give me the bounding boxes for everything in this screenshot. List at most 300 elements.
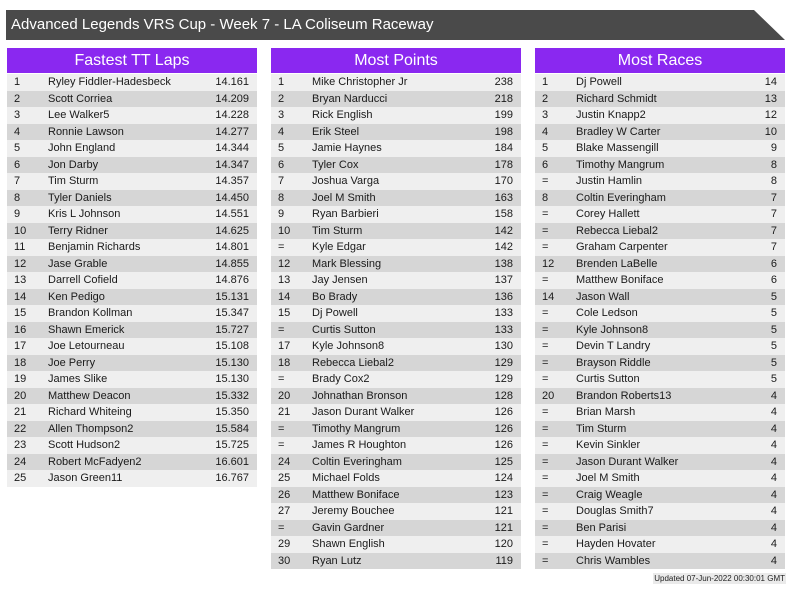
table-row <box>271 190 521 207</box>
position-cell: 12 <box>278 257 291 270</box>
driver-name-cell: Tim Sturm <box>576 422 627 435</box>
driver-name-cell: Lee Walker5 <box>48 109 110 121</box>
panel-fastest-tt-laps <box>7 48 257 487</box>
position-cell: 5 <box>14 142 21 154</box>
driver-name-cell: Mark Blessing <box>312 257 382 270</box>
position-cell: 8 <box>14 191 21 204</box>
position-cell: 2 <box>278 92 285 105</box>
table-row <box>535 470 785 487</box>
position-cell: 14 <box>542 290 555 303</box>
driver-name-cell: Ryan Barbieri <box>312 208 379 220</box>
value-cell: 158 <box>494 208 513 220</box>
driver-name-cell: Jason Durant Walker <box>312 406 415 418</box>
position-cell: = <box>542 323 549 336</box>
value-cell: 8 <box>770 175 777 187</box>
table-row <box>535 206 785 223</box>
table-row <box>535 371 785 388</box>
position-cell: 19 <box>14 373 27 385</box>
panel-most-points <box>271 48 521 569</box>
table-row <box>271 520 521 537</box>
position-cell: 20 <box>278 389 291 402</box>
position-cell: = <box>542 406 549 418</box>
table-row <box>535 355 785 372</box>
position-cell: = <box>542 422 549 435</box>
table-row <box>271 256 521 273</box>
table-row <box>7 404 257 421</box>
value-cell: 120 <box>494 538 513 550</box>
position-cell: = <box>542 241 549 253</box>
table-row <box>271 272 521 289</box>
driver-name-cell: Dj Powell <box>576 76 622 88</box>
value-cell: 16.767 <box>215 472 249 484</box>
value-cell: 4 <box>770 439 777 451</box>
driver-name-cell: Curtis Sutton <box>576 373 640 385</box>
table-row <box>535 305 785 322</box>
table-row <box>7 239 257 256</box>
position-cell: 13 <box>278 274 291 286</box>
table-row <box>7 124 257 141</box>
position-cell: = <box>278 439 285 451</box>
driver-name-cell: Brady Cox2 <box>312 373 370 385</box>
position-cell: 1 <box>14 76 21 88</box>
table-row <box>535 388 785 405</box>
value-cell: 14.277 <box>215 125 249 138</box>
position-cell: 29 <box>278 538 291 550</box>
value-cell: 170 <box>494 175 513 187</box>
driver-name-cell: Justin Knapp2 <box>576 109 646 121</box>
position-cell: 10 <box>14 224 27 237</box>
driver-name-cell: Matthew Boniface <box>312 488 400 501</box>
driver-name-cell: Joshua Varga <box>312 175 380 187</box>
value-cell: 6 <box>770 274 777 286</box>
table-row <box>535 91 785 108</box>
table-row <box>535 124 785 141</box>
value-cell: 218 <box>494 92 513 105</box>
driver-name-cell: Joel M Smith <box>312 191 376 204</box>
value-cell: 4 <box>770 554 777 567</box>
driver-name-cell: Bradley W Carter <box>576 125 661 138</box>
driver-name-cell: Ken Pedigo <box>48 290 105 303</box>
driver-name-cell: Bo Brady <box>312 290 358 303</box>
driver-name-cell: Kris L Johnson <box>48 208 121 220</box>
position-cell: = <box>542 373 549 385</box>
table-row <box>271 173 521 190</box>
position-cell: 8 <box>542 191 549 204</box>
driver-name-cell: Devin T Landry <box>576 340 651 352</box>
value-cell: 142 <box>494 224 513 237</box>
driver-name-cell: Timothy Mangrum <box>312 422 401 435</box>
driver-name-cell: Brian Marsh <box>576 406 636 418</box>
position-cell: = <box>542 488 549 501</box>
driver-name-cell: Gavin Gardner <box>312 521 385 534</box>
position-cell: = <box>542 224 549 237</box>
value-cell: 14.855 <box>215 257 249 270</box>
value-cell: 15.347 <box>215 307 249 319</box>
table-row <box>271 437 521 454</box>
driver-name-cell: Jason Green11 <box>48 472 123 484</box>
value-cell: 10 <box>764 125 777 138</box>
value-cell: 15.332 <box>215 389 249 402</box>
position-cell: 20 <box>542 389 555 402</box>
position-cell: 12 <box>542 257 555 270</box>
value-cell: 178 <box>494 158 513 171</box>
value-cell: 14.228 <box>215 109 249 121</box>
value-cell: 14.347 <box>215 158 249 171</box>
value-cell: 130 <box>494 340 513 352</box>
value-cell: 4 <box>770 505 777 517</box>
position-cell: 20 <box>14 389 27 402</box>
position-cell: 4 <box>278 125 285 138</box>
value-cell: 5 <box>770 290 777 303</box>
value-cell: 4 <box>770 538 777 550</box>
table-row <box>535 140 785 157</box>
table-row <box>271 239 521 256</box>
value-cell: 5 <box>770 356 777 369</box>
position-cell: 6 <box>278 158 285 171</box>
position-cell: = <box>278 323 285 336</box>
position-cell: 8 <box>278 191 285 204</box>
position-cell: 6 <box>542 158 549 171</box>
table-row <box>7 140 257 157</box>
driver-name-cell: Kyle Johnson8 <box>576 323 649 336</box>
driver-name-cell: Tim Sturm <box>48 175 99 187</box>
table-row <box>535 272 785 289</box>
table-row <box>7 272 257 289</box>
table-row <box>271 157 521 174</box>
leaderboard-rows <box>535 74 785 569</box>
value-cell: 129 <box>494 373 513 385</box>
table-row <box>535 322 785 339</box>
position-cell: 25 <box>14 472 27 484</box>
leaderboard-rows <box>271 74 521 569</box>
value-cell: 126 <box>494 439 513 451</box>
position-cell: 7 <box>278 175 285 187</box>
driver-name-cell: Matthew Boniface <box>576 274 664 286</box>
table-row <box>7 91 257 108</box>
table-row <box>7 223 257 240</box>
table-row <box>271 404 521 421</box>
value-cell: 124 <box>494 472 513 484</box>
position-cell: 7 <box>14 175 21 187</box>
position-cell: 9 <box>278 208 285 220</box>
table-row <box>271 421 521 438</box>
table-row <box>7 388 257 405</box>
position-cell: = <box>542 274 549 286</box>
driver-name-cell: Kevin Sinkler <box>576 439 641 451</box>
value-cell: 14.801 <box>215 241 249 253</box>
driver-name-cell: Cole Ledson <box>576 307 638 319</box>
driver-name-cell: Rick English <box>312 109 373 121</box>
table-row <box>7 256 257 273</box>
position-cell: 30 <box>278 554 291 567</box>
table-row <box>271 454 521 471</box>
value-cell: 121 <box>494 521 513 534</box>
value-cell: 5 <box>770 323 777 336</box>
table-row <box>535 256 785 273</box>
position-cell: 2 <box>14 92 21 105</box>
driver-name-cell: Richard Schmidt <box>576 92 657 105</box>
position-cell: = <box>542 175 549 187</box>
position-cell: 26 <box>278 488 291 501</box>
position-cell: 17 <box>278 340 291 352</box>
table-row <box>535 437 785 454</box>
table-row <box>7 371 257 388</box>
table-row <box>271 388 521 405</box>
position-cell: 24 <box>278 455 291 468</box>
panel-most-races <box>535 48 785 569</box>
panel-heading: Most Points <box>271 48 521 73</box>
driver-name-cell: James R Houghton <box>312 439 407 451</box>
value-cell: 13 <box>764 92 777 105</box>
value-cell: 4 <box>770 455 777 468</box>
value-cell: 184 <box>494 142 513 154</box>
value-cell: 142 <box>494 241 513 253</box>
value-cell: 119 <box>495 554 513 567</box>
position-cell: = <box>278 373 285 385</box>
table-row <box>271 74 521 91</box>
position-cell: 10 <box>278 224 291 237</box>
value-cell: 125 <box>494 455 513 468</box>
driver-name-cell: Craig Weagle <box>576 488 643 501</box>
position-cell: 16 <box>14 323 27 336</box>
driver-name-cell: Mike Christopher Jr <box>312 76 408 88</box>
table-row <box>271 355 521 372</box>
value-cell: 14.551 <box>215 208 249 220</box>
position-cell: = <box>542 505 549 517</box>
driver-name-cell: Tyler Cox <box>312 158 359 171</box>
value-cell: 15.108 <box>215 340 249 352</box>
driver-name-cell: Graham Carpenter <box>576 241 668 253</box>
value-cell: 5 <box>770 373 777 385</box>
position-cell: 4 <box>14 125 21 138</box>
position-cell: = <box>542 472 549 484</box>
panel-heading: Fastest TT Laps <box>7 48 257 73</box>
value-cell: 14 <box>764 76 777 88</box>
driver-name-cell: Kyle Johnson8 <box>312 340 385 352</box>
position-cell: 13 <box>14 274 27 286</box>
driver-name-cell: Shawn English <box>312 538 385 550</box>
driver-name-cell: Shawn Emerick <box>48 323 125 336</box>
driver-name-cell: James Slike <box>48 373 108 385</box>
driver-name-cell: Ben Parisi <box>576 521 627 534</box>
position-cell: = <box>542 340 549 352</box>
driver-name-cell: Brayson Riddle <box>576 356 651 369</box>
position-cell: 6 <box>14 158 21 171</box>
table-row <box>7 355 257 372</box>
table-row <box>271 470 521 487</box>
table-row <box>7 470 257 487</box>
position-cell: 25 <box>278 472 291 484</box>
driver-name-cell: Joe Letourneau <box>48 340 125 352</box>
driver-name-cell: Ronnie Lawson <box>48 125 124 138</box>
driver-name-cell: Kyle Edgar <box>312 241 366 253</box>
panel-heading: Most Races <box>535 48 785 73</box>
value-cell: 4 <box>770 472 777 484</box>
driver-name-cell: Rebecca Liebal2 <box>312 356 394 369</box>
table-row <box>7 421 257 438</box>
position-cell: 17 <box>14 340 27 352</box>
position-cell: = <box>542 307 549 319</box>
driver-name-cell: Jeremy Bouchee <box>312 505 395 517</box>
position-cell: 11 <box>14 241 26 253</box>
driver-name-cell: Jamie Haynes <box>312 142 382 154</box>
table-row <box>271 371 521 388</box>
table-row <box>7 74 257 91</box>
position-cell: 18 <box>14 356 27 369</box>
position-cell: 2 <box>542 92 549 105</box>
driver-name-cell: Matthew Deacon <box>48 389 131 402</box>
value-cell: 16.601 <box>215 455 249 468</box>
position-cell: 5 <box>542 142 549 154</box>
table-row <box>535 338 785 355</box>
driver-name-cell: Timothy Mangrum <box>576 158 665 171</box>
table-row <box>271 553 521 570</box>
position-cell: 12 <box>14 257 27 270</box>
table-row <box>271 322 521 339</box>
driver-name-cell: Hayden Hovater <box>576 538 656 550</box>
driver-name-cell: John England <box>48 142 116 154</box>
driver-name-cell: Erik Steel <box>312 125 360 138</box>
value-cell: 14.209 <box>215 92 249 105</box>
driver-name-cell: Bryan Narducci <box>312 92 388 105</box>
table-row <box>7 157 257 174</box>
value-cell: 129 <box>494 356 513 369</box>
position-cell: 14 <box>14 290 27 303</box>
position-cell: 3 <box>542 109 549 121</box>
table-row <box>7 322 257 339</box>
table-row <box>535 190 785 207</box>
value-cell: 14.161 <box>215 76 249 88</box>
value-cell: 4 <box>770 488 777 501</box>
driver-name-cell: Benjamin Richards <box>48 241 141 253</box>
value-cell: 138 <box>494 257 513 270</box>
value-cell: 123 <box>494 488 513 501</box>
value-cell: 238 <box>494 76 513 88</box>
table-row <box>535 404 785 421</box>
value-cell: 14.344 <box>215 142 249 154</box>
table-row <box>271 487 521 504</box>
value-cell: 126 <box>494 422 513 435</box>
page-title: Advanced Legends VRS Cup - Week 7 - LA Coliseum Raceway <box>11 16 434 33</box>
table-row <box>271 289 521 306</box>
value-cell: 7 <box>770 208 777 220</box>
driver-name-cell: Justin Hamlin <box>576 175 643 187</box>
value-cell: 5 <box>770 340 777 352</box>
position-cell: 18 <box>278 356 291 369</box>
table-row <box>7 454 257 471</box>
driver-name-cell: Terry Ridner <box>48 224 108 237</box>
value-cell: 198 <box>494 125 513 138</box>
table-row <box>535 536 785 553</box>
driver-name-cell: Tim Sturm <box>312 224 363 237</box>
value-cell: 128 <box>494 389 513 402</box>
position-cell: = <box>542 439 549 451</box>
driver-name-cell: Jason Durant Walker <box>576 455 679 468</box>
driver-name-cell: Corey Hallett <box>576 208 640 220</box>
position-cell: 3 <box>14 109 21 121</box>
value-cell: 15.727 <box>215 323 249 336</box>
driver-name-cell: Allen Thompson2 <box>48 422 134 435</box>
table-row <box>271 223 521 240</box>
driver-name-cell: Jon Darby <box>48 158 99 171</box>
position-cell: 3 <box>278 109 285 121</box>
table-row <box>535 223 785 240</box>
value-cell: 12 <box>764 109 777 121</box>
driver-name-cell: Tyler Daniels <box>48 191 112 204</box>
value-cell: 163 <box>494 191 513 204</box>
position-cell: = <box>542 208 549 220</box>
table-row <box>535 553 785 570</box>
driver-name-cell: Brenden LaBelle <box>576 257 658 270</box>
driver-name-cell: Johnathan Bronson <box>312 389 408 402</box>
table-row <box>271 536 521 553</box>
value-cell: 4 <box>770 422 777 435</box>
value-cell: 133 <box>494 307 513 319</box>
position-cell: 9 <box>14 208 21 220</box>
driver-name-cell: Chris Wambles <box>576 554 651 567</box>
value-cell: 15.350 <box>215 406 249 418</box>
value-cell: 15.130 <box>215 373 249 385</box>
position-cell: 1 <box>278 76 285 88</box>
driver-name-cell: Jay Jensen <box>312 274 368 286</box>
value-cell: 136 <box>494 290 513 303</box>
driver-name-cell: Douglas Smith7 <box>576 505 654 517</box>
value-cell: 15.130 <box>215 356 249 369</box>
leaderboard-rows <box>7 74 257 487</box>
position-cell: 23 <box>14 439 27 451</box>
position-cell: = <box>542 455 549 468</box>
table-row <box>7 338 257 355</box>
position-cell: 22 <box>14 422 27 435</box>
value-cell: 4 <box>770 521 777 534</box>
value-cell: 126 <box>494 406 513 418</box>
table-row <box>535 107 785 124</box>
updated-timestamp: Updated 07-Jun-2022 00:30:01 GMT <box>654 574 785 583</box>
position-cell: = <box>542 538 549 550</box>
value-cell: 7 <box>770 241 777 253</box>
position-cell: = <box>278 422 285 435</box>
driver-name-cell: Dj Powell <box>312 307 358 319</box>
position-cell: 4 <box>542 125 549 138</box>
value-cell: 7 <box>770 191 777 204</box>
driver-name-cell: Joel M Smith <box>576 472 640 484</box>
table-row <box>7 173 257 190</box>
driver-name-cell: Darrell Cofield <box>48 274 118 286</box>
table-row <box>535 421 785 438</box>
driver-name-cell: Jason Wall <box>576 290 630 303</box>
value-cell: 4 <box>770 389 777 402</box>
driver-name-cell: Ryan Lutz <box>312 554 362 567</box>
table-row <box>535 74 785 91</box>
position-cell: 5 <box>278 142 285 154</box>
table-row <box>271 124 521 141</box>
position-cell: = <box>542 521 549 534</box>
table-row <box>271 91 521 108</box>
value-cell: 15.584 <box>215 422 249 435</box>
table-row <box>7 206 257 223</box>
driver-name-cell: Scott Corriea <box>48 92 113 105</box>
value-cell: 199 <box>494 109 513 121</box>
driver-name-cell: Richard Whiteing <box>48 406 132 418</box>
value-cell: 14.450 <box>215 191 249 204</box>
position-cell: = <box>278 241 285 253</box>
table-row <box>271 206 521 223</box>
driver-name-cell: Michael Folds <box>312 472 380 484</box>
position-cell: = <box>542 554 549 567</box>
position-cell: 21 <box>278 406 291 418</box>
position-cell: 15 <box>278 307 291 319</box>
table-row <box>271 503 521 520</box>
